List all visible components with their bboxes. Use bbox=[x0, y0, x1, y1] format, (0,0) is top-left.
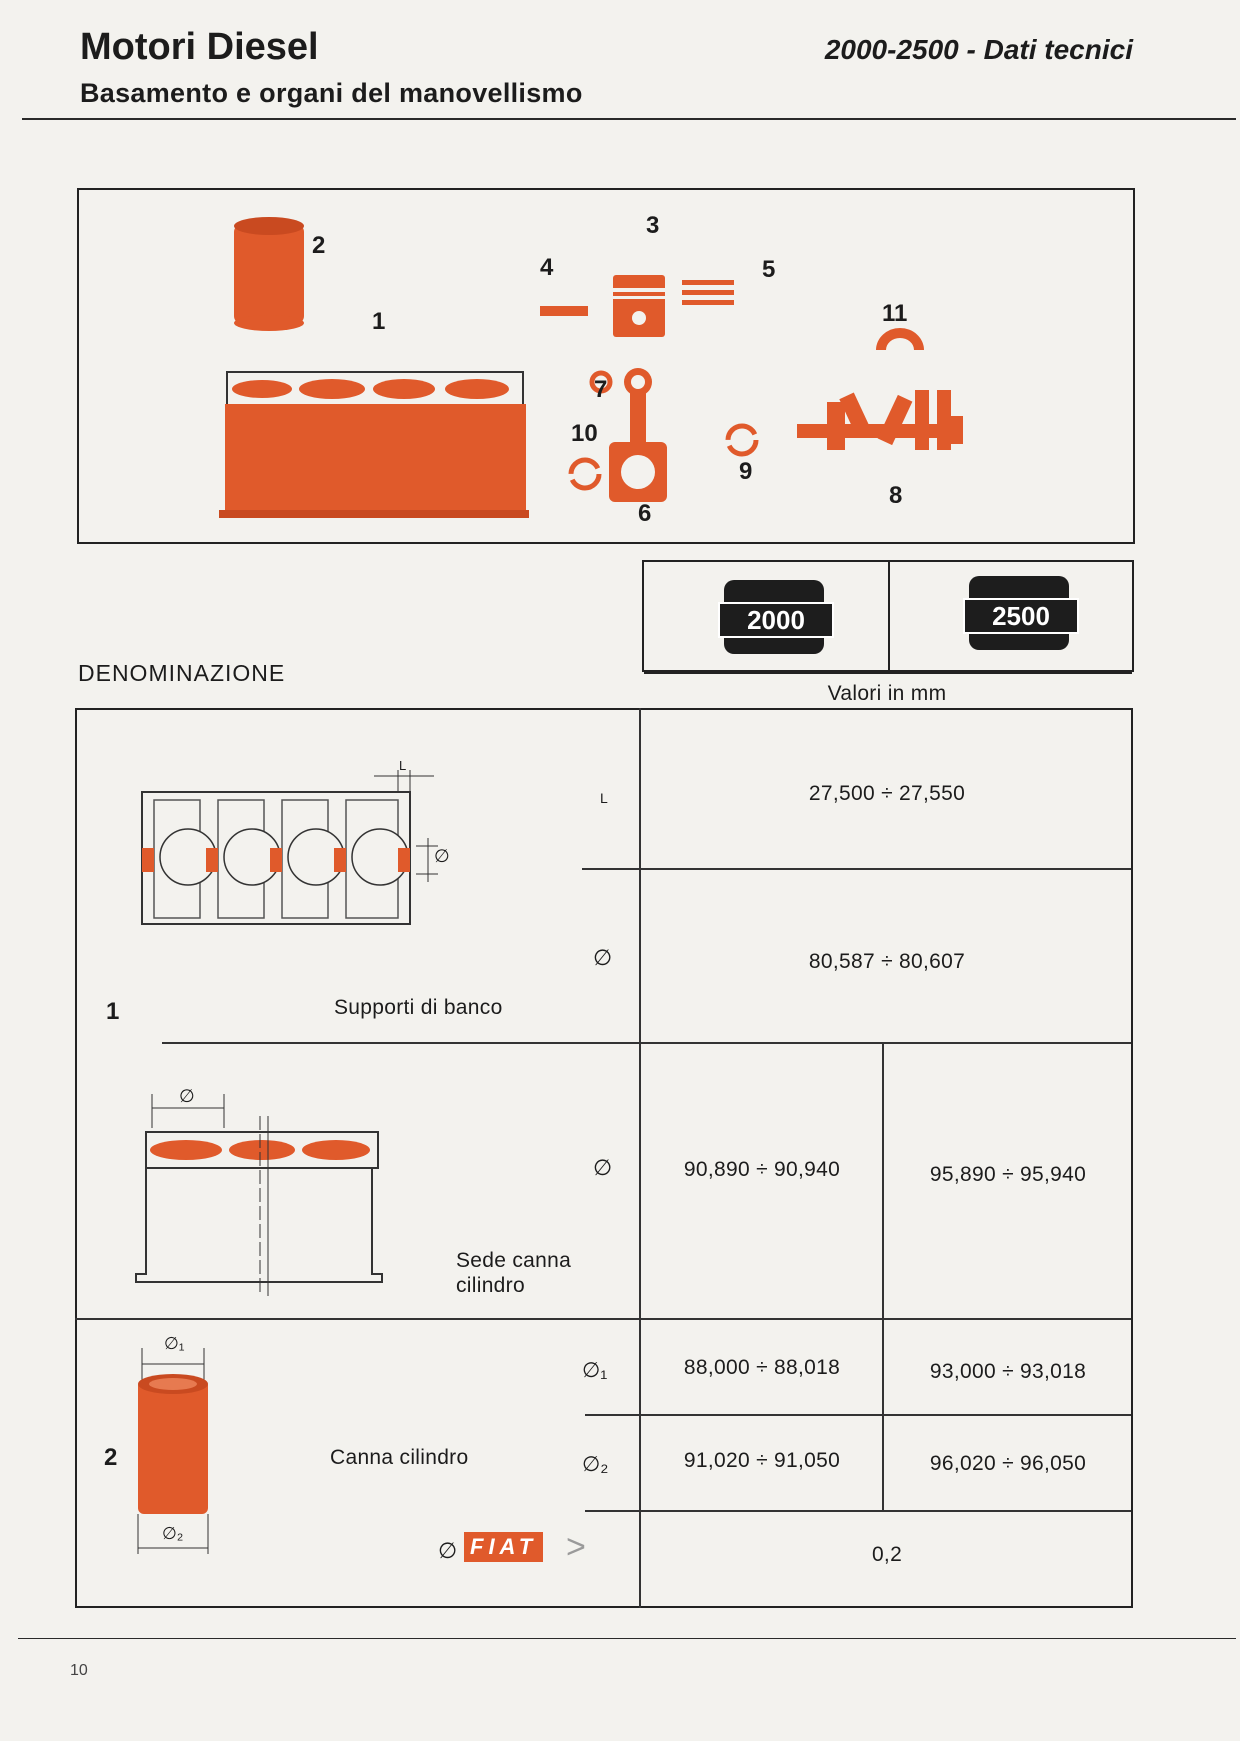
units-label: Valori in mm bbox=[827, 682, 947, 705]
diagram-label-11: 11 bbox=[882, 300, 908, 327]
sede-symbol-diameter: ∅ bbox=[593, 1155, 613, 1180]
thrust-washer-illustration bbox=[876, 328, 924, 350]
figure-dim-L: L bbox=[399, 758, 407, 773]
diagram-label-4: 4 bbox=[540, 254, 554, 281]
row-index-1: 1 bbox=[106, 998, 120, 1025]
piston-illustration bbox=[609, 275, 669, 337]
canna-d1-value-2500: 93,000 ÷ 93,018 bbox=[929, 1360, 1087, 1383]
greater-than-sign: > bbox=[566, 1528, 586, 1566]
canna-d2-value-2000: 91,020 ÷ 91,050 bbox=[683, 1449, 841, 1472]
canna-d2-value-2500: 96,020 ÷ 96,050 bbox=[929, 1452, 1087, 1475]
page-subtitle: Basamento e organi del manovellismo bbox=[80, 78, 583, 108]
header-rule bbox=[22, 118, 1236, 120]
cylinder-liner-illustration bbox=[234, 217, 304, 331]
fiat-value: 0,2 bbox=[871, 1543, 903, 1566]
figure-dim-diameter: ∅ bbox=[434, 846, 450, 866]
engine-header bbox=[642, 560, 1134, 672]
liner-figure-d1: ∅₁ bbox=[164, 1334, 185, 1353]
piston-pin-illustration bbox=[540, 306, 588, 316]
sede-canna-label-line1: Sede canna bbox=[456, 1249, 572, 1272]
big-end-bearing-illustration bbox=[571, 460, 599, 488]
symbol-diameter: ∅ bbox=[593, 945, 613, 970]
diagram-label-5: 5 bbox=[762, 256, 776, 283]
diagram-label-8: 8 bbox=[889, 482, 903, 509]
sede-canna-label-line2: cilindro bbox=[456, 1274, 525, 1297]
section-label: 2000-2500 - Dati tecnici bbox=[824, 34, 1133, 65]
diagram-label-6: 6 bbox=[638, 500, 652, 527]
page-title: Motori Diesel bbox=[80, 26, 319, 68]
liner-figure-d2: ∅₂ bbox=[162, 1524, 184, 1543]
row-index-2: 2 bbox=[104, 1444, 118, 1471]
engine-header-divider bbox=[888, 562, 890, 672]
diagram-label-7: 7 bbox=[594, 376, 608, 403]
engine-2000-label: 2000 bbox=[718, 602, 834, 638]
value-L: 27,500 ÷ 27,550 bbox=[808, 782, 966, 805]
footer-rule bbox=[18, 1638, 1236, 1639]
denominazione-heading: DENOMINAZIONE bbox=[78, 660, 286, 686]
sede-value-2000: 90,890 ÷ 90,940 bbox=[683, 1158, 841, 1181]
diagram-label-2: 2 bbox=[312, 232, 326, 259]
piston-rings-illustration bbox=[682, 280, 734, 305]
components-diagram bbox=[77, 188, 1135, 544]
diagram-label-9: 9 bbox=[739, 458, 753, 485]
crankshaft-illustration bbox=[797, 390, 963, 450]
cylinder-block-illustration bbox=[219, 372, 529, 518]
value-diameter-supports: 80,587 ÷ 80,607 bbox=[808, 950, 966, 973]
connecting-rod-illustration bbox=[609, 368, 667, 502]
symbol-d2: ∅₂ bbox=[582, 1453, 609, 1476]
sede-canna-label bbox=[456, 1248, 571, 1298]
liner-seat-figure bbox=[132, 1088, 392, 1298]
exploded-view-illustration bbox=[79, 190, 1133, 542]
canna-d1-value-2000: 88,000 ÷ 88,018 bbox=[683, 1356, 841, 1379]
engine-2500-label: 2500 bbox=[963, 598, 1079, 634]
sede-figure-diameter: ∅ bbox=[179, 1086, 195, 1106]
sede-value-2500: 95,890 ÷ 95,940 bbox=[929, 1163, 1087, 1186]
symbol-L: L bbox=[600, 790, 608, 806]
fiat-symbol-diameter: ∅ bbox=[438, 1538, 458, 1563]
engine-2500-icon bbox=[969, 576, 1069, 650]
canna-cilindro-label: Canna cilindro bbox=[330, 1446, 469, 1469]
engine-2000-icon bbox=[724, 580, 824, 654]
main-bearing-illustration bbox=[728, 426, 756, 454]
supporti-di-banco-label: Supporti di banco bbox=[334, 996, 503, 1019]
diagram-label-3: 3 bbox=[646, 212, 660, 239]
symbol-d1: ∅₁ bbox=[582, 1359, 608, 1382]
diagram-label-10: 10 bbox=[571, 420, 598, 447]
diagram-label-1: 1 bbox=[372, 308, 386, 335]
fiat-logo: FIAT bbox=[464, 1532, 543, 1562]
main-bearing-supports-figure bbox=[138, 762, 468, 934]
page-number: 10 bbox=[70, 1662, 88, 1679]
